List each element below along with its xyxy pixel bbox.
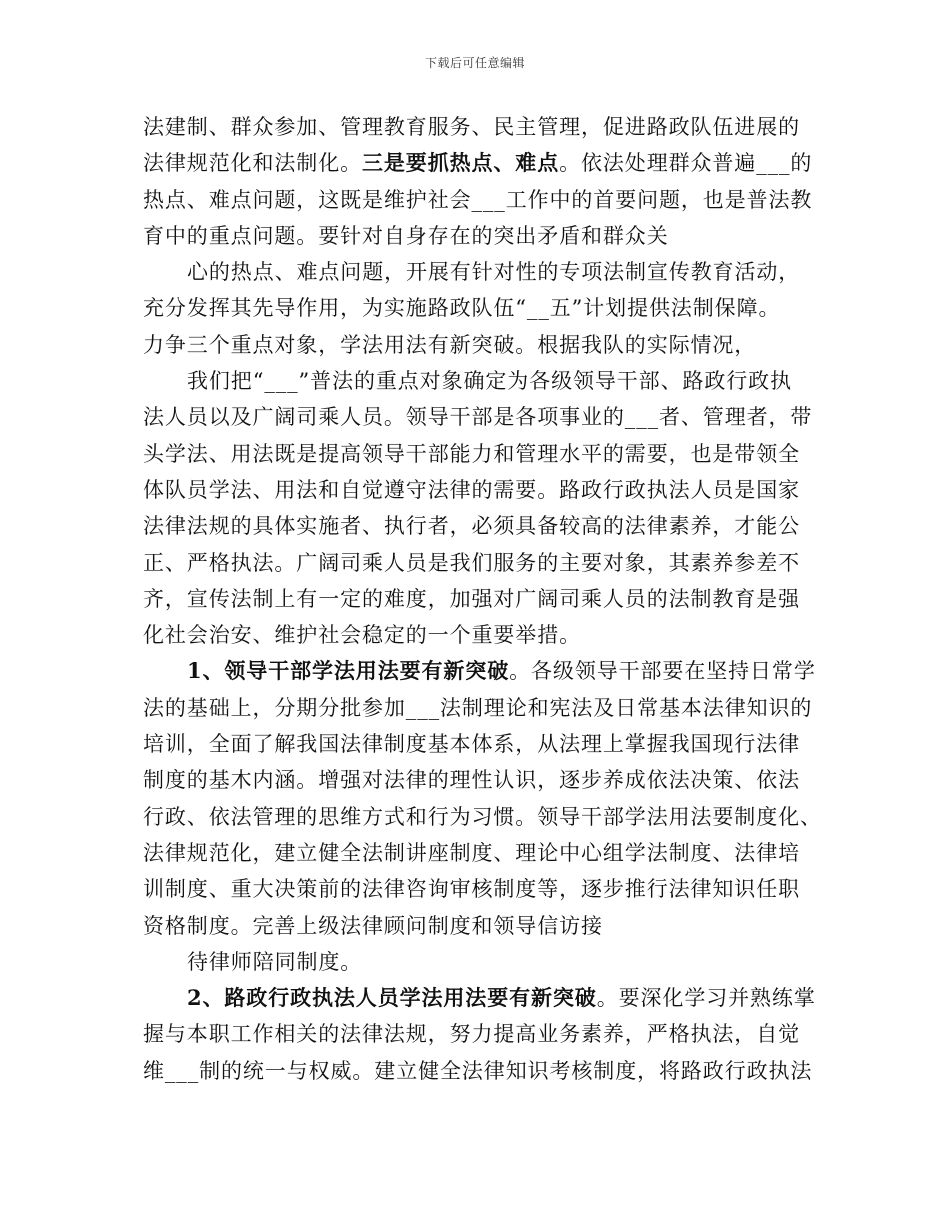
text-line	[143, 799, 831, 835]
body-text-segment: 法律法规的具体实施者、执行者，必须具备较高的法律素养，才能公	[143, 514, 800, 539]
body-text-segment: 充分发挥其先导作用，为实施路政队伍“__五”计划提供法制保障。	[143, 296, 781, 321]
body-text-segment: 培训，全面了解我国法律制度基本体系，从法理上掌握我国现行法律	[143, 732, 800, 757]
text-line	[143, 145, 831, 181]
body-text-segment: 育中的重点问题。要针对自身存在的突出矛盾和群众关	[143, 223, 669, 248]
page-header-note: 下载后可任意编辑	[424, 56, 525, 70]
text-line	[143, 762, 831, 798]
text-line	[143, 653, 831, 689]
body-text-segment: 化社会治安、维护社会稳定的一个重要举措。	[143, 623, 581, 648]
body-text-segment: 法律规范化和法制化。	[143, 151, 362, 176]
body-text-segment: 训制度、重大决策前的法律咨询审核制度等，逐步推行法律知识任职	[143, 877, 800, 902]
body-text-segment: 握与本职工作相关的法律法规，努力提高业务素养，严格执法，自觉	[143, 1022, 800, 1047]
text-line	[143, 944, 831, 980]
text-line	[143, 290, 831, 326]
body-text-segment: 资格制度。完善上级法律顾问制度和领导信访接	[143, 913, 603, 938]
text-line	[143, 327, 831, 363]
text-line	[143, 182, 831, 218]
text-line	[143, 835, 831, 871]
body-text-segment: 力争三个重点对象，学法用法有新突破。根据我队的实际情况，	[143, 332, 757, 357]
body-text-segment: 我们把“___”普法的重点对象确定为各级领导干部、路政行政执	[187, 369, 792, 394]
body-text-segment: 正、严格执法。广阔司乘人员是我们服务的主要对象，其素养参差不	[143, 550, 800, 575]
text-line	[143, 581, 831, 617]
text-line	[143, 508, 831, 544]
bold-heading-text: 1、领导干部学法用法要有新突破	[187, 658, 510, 684]
text-line	[143, 1016, 831, 1052]
body-text-segment: 齐，宣传法制上有一定的难度，加强对广阔司乘人员的法制教育是强	[143, 586, 800, 611]
body-text-segment: 法建制、群众参加、管理教育服务、民主管理，促进路政队伍进展的	[143, 115, 800, 139]
text-line	[143, 871, 831, 907]
text-line	[143, 545, 831, 581]
bold-heading-text: 三是要抓热点、难点	[362, 150, 560, 176]
text-line	[143, 218, 831, 254]
text-line	[143, 617, 831, 653]
body-text-segment: 法的基础上，分期分批参加___法制理论和宪法及日常基本法律知识的	[143, 695, 813, 720]
bold-heading-text: 2、路政行政执法人员学法用法要有新突破	[187, 985, 597, 1011]
text-line	[143, 109, 831, 145]
body-text-segment: 维___制的统一与权威。建立健全法律知识考核制度，将路政行政执法	[143, 1058, 813, 1083]
text-line	[143, 908, 831, 944]
body-text-segment: 体队员学法、用法和自觉遵守法律的需要。路政行政执法人员是国家	[143, 477, 800, 502]
document-body	[143, 109, 831, 1089]
text-line	[143, 254, 831, 290]
body-text-segment: 。要深化学习并熟练掌	[596, 986, 816, 1011]
text-line	[143, 399, 831, 435]
body-text-segment: 。各级领导干部要在坚持日常学	[509, 659, 816, 684]
text-line	[143, 690, 831, 726]
body-text-segment: 法律规范化，建立健全法制讲座制度、理论中心组学法制度、法律培	[143, 840, 800, 865]
body-text-segment: 待律师陪同制度。	[187, 949, 363, 974]
body-text-segment: 制度的基木内涵。增强对法律的理性认识，逐步养成依法决策、依法	[143, 768, 800, 793]
body-text-segment: 心的热点、难点问题，开展有针对性的专项法制宣传教育活动，	[187, 260, 801, 285]
body-text-segment: 行政、依法管理的思维方式和行为习惯。领导干部学法用法要制度化、	[143, 804, 822, 829]
text-line	[143, 980, 831, 1016]
body-text-segment: 法人员以及广阔司乘人员。领导干部是各项事业的___者、管理者，带	[143, 405, 813, 430]
text-line	[143, 1053, 831, 1089]
body-text-segment: 头学法、用法既是提高领导干部能力和管理水平的需要，也是带领全	[143, 441, 800, 466]
text-line	[143, 363, 831, 399]
body-text-segment: 热点、难点问题，这既是维护社会___工作中的首要问题，也是普法教	[143, 187, 813, 212]
body-text-segment: 。依法处理群众普遍___的	[559, 151, 813, 176]
text-line	[143, 726, 831, 762]
text-line	[143, 472, 831, 508]
text-line	[143, 436, 831, 472]
